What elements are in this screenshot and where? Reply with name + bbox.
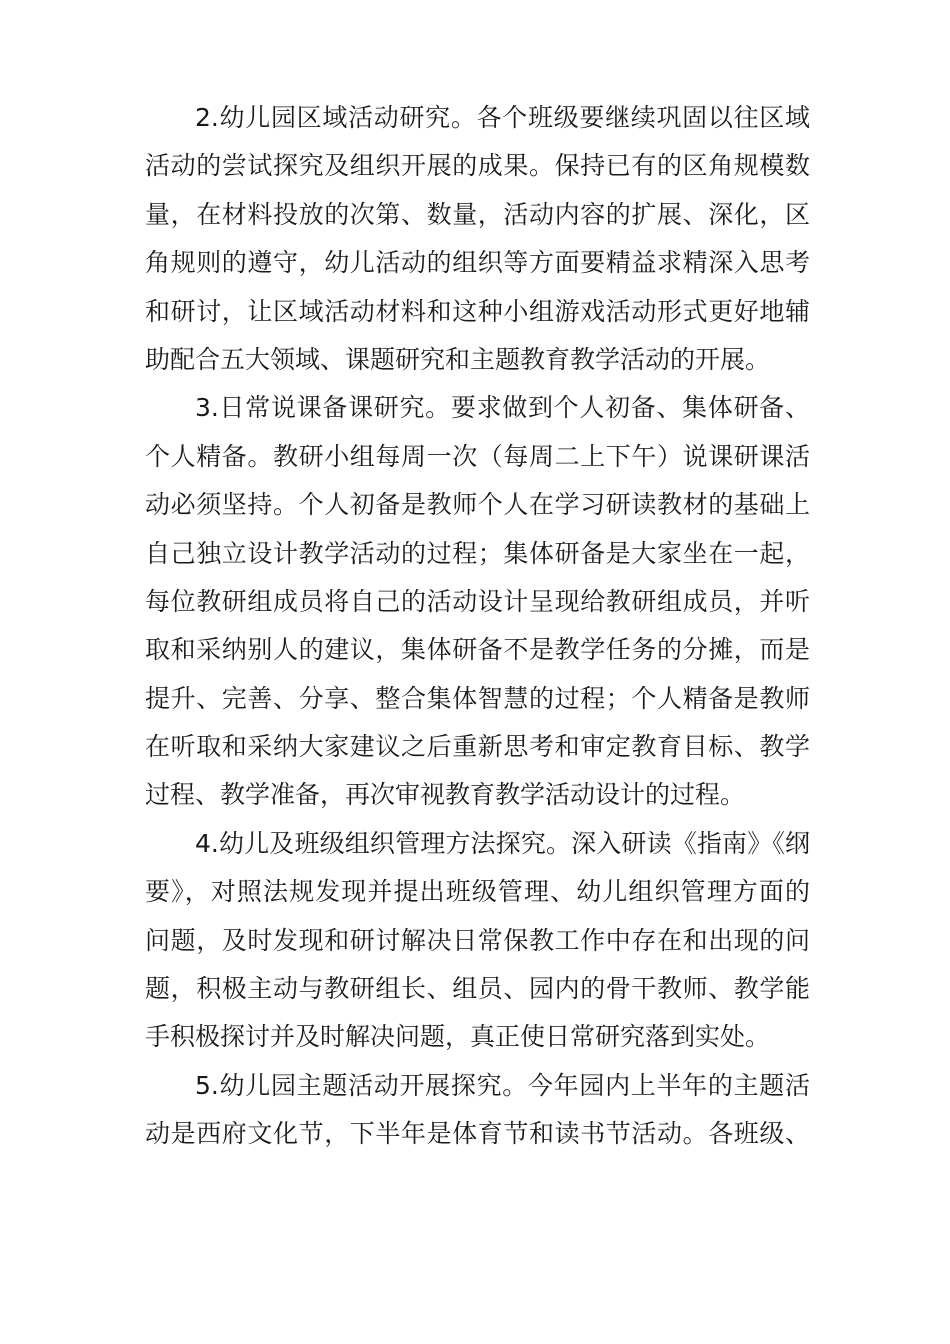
text-line: 手积极探讨并及时解决问题，真正使日常研究落到实处。 xyxy=(145,1022,771,1052)
text-line: 角规则的遵守，幼儿活动的组织等方面要精益求精深入思考 xyxy=(145,248,810,278)
text-line: 提升、完善、分享、整合集体智慧的过程；个人精备是教师 xyxy=(145,683,810,713)
text-line: 动是西府文化节，下半年是体育节和读书节活动。各班级、 xyxy=(145,1119,810,1149)
paragraph-lesson-preparation xyxy=(145,384,810,820)
text-line: 题，积极主动与教研组长、组员、园内的骨干教师、教学能 xyxy=(145,974,810,1004)
text-line: 过程、教学准备，再次审视教育教学活动设计的过程。 xyxy=(145,780,746,810)
text-line: 在听取和采纳大家建议之后重新思考和审定教育目标、教学 xyxy=(145,732,810,762)
text-line: 动必须坚持。个人初备是教师个人在学习研读教材的基础上 xyxy=(145,490,810,520)
text-line: 3.日常说课备课研究。要求做到个人初备、集体研备、 xyxy=(195,393,810,423)
text-line: 4.幼儿及班级组织管理方法探究。深入研读《指南》《纲 xyxy=(195,828,810,858)
paragraph-regional-activities xyxy=(145,94,810,384)
text-line: 量，在材料投放的次第、数量，活动内容的扩展、深化，区 xyxy=(145,199,810,229)
paragraph-theme-activities xyxy=(145,1062,810,1159)
text-line: 要》，对照法规发现并提出班级管理、幼儿组织管理方面的 xyxy=(145,877,810,907)
text-line: 取和采纳别人的建议，集体研备不是教学任务的分摊，而是 xyxy=(145,635,810,665)
paragraph-class-management xyxy=(145,820,810,1062)
text-line: 助配合五大领域、课题研究和主题教育教学活动的开展。 xyxy=(145,344,771,374)
text-line: 自己独立设计教学活动的过程；集体研备是大家坐在一起， xyxy=(145,538,810,568)
body-text xyxy=(145,94,810,1159)
text-line: 个人精备。教研小组每周一次（每周二上下午）说课研课活 xyxy=(145,441,810,471)
text-line: 2.幼儿园区域活动研究。各个班级要继续巩固以往区域 xyxy=(195,103,810,132)
text-line: 5.幼儿园主题活动开展探究。今年园内上半年的主题活 xyxy=(195,1070,810,1100)
text-line: 和研讨，让区域活动材料和这种小组游戏活动形式更好地辅 xyxy=(145,296,810,326)
text-line: 问题，及时发现和研讨解决日常保教工作中存在和出现的问 xyxy=(145,925,810,955)
text-line: 活动的尝试探究及组织开展的成果。保持已有的区角规模数 xyxy=(145,151,810,181)
text-line: 每位教研组成员将自己的活动设计呈现给教研组成员，并听 xyxy=(145,586,810,616)
